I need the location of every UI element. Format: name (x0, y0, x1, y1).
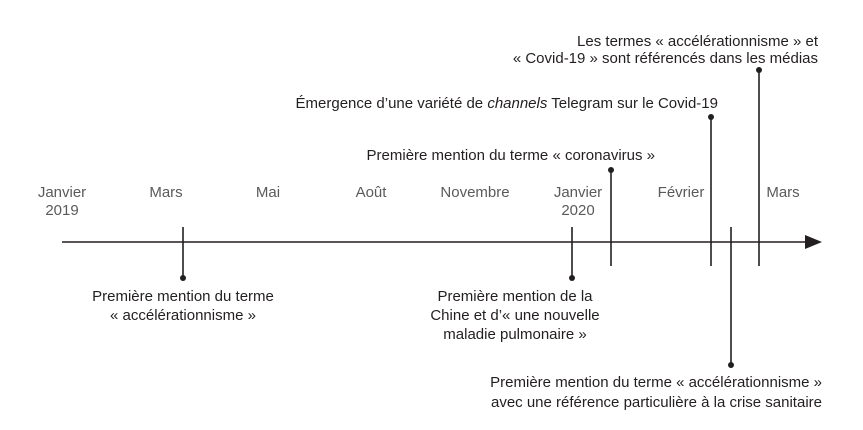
event-telegram-channels-prefix: Émergence d’une variété de (295, 95, 488, 112)
event-china-pneumonia-line3: maladie pulmonaire » (443, 326, 587, 343)
month-label-fevrier: Février (657, 184, 705, 201)
event-coronavirus-marker (608, 167, 614, 173)
month-label-novembre: Novembre (440, 184, 510, 201)
month-label-mars-2020: Mars (766, 184, 800, 201)
event-media-reference-line2: « Covid-19 » sont référencés dans les médias (512, 50, 818, 67)
event-china-pneumonia-line2: Chine et d’« une nouvelle (430, 307, 600, 324)
month-label-mars-2019: Mars (149, 184, 183, 201)
event-health-crisis-accelerationism-line1: Première mention du terme « accélérationnisme » (490, 374, 822, 391)
month-label-year-2020: 2020 (561, 202, 595, 219)
event-health-crisis-accelerationism-marker (728, 362, 734, 368)
event-media-reference-marker (756, 67, 762, 73)
month-label-aout: Août (355, 184, 387, 201)
month-label-janvier-2020: Janvier (553, 184, 603, 201)
event-first-accelerationism-line1: Première mention du terme (92, 288, 274, 305)
events-above (296, 33, 819, 266)
timeline-arrowhead (805, 235, 822, 249)
event-media-reference-line1: Les termes « accélérationnisme » et (577, 33, 818, 50)
event-coronavirus-label: Première mention du terme « coronavirus » (366, 147, 655, 164)
event-china-pneumonia-line1: Première mention de la (437, 288, 593, 305)
month-label-year-2019: 2019 (45, 202, 79, 219)
event-health-crisis-accelerationism-line2: avec une référence particulière à la crise sanitaire (490, 394, 822, 411)
event-first-accelerationism-line2: « accélérationnisme » (110, 307, 256, 324)
month-label-mai: Mai (255, 184, 281, 201)
events-below (92, 227, 822, 411)
event-telegram-channels-italic: channels (487, 95, 548, 112)
month-labels (38, 184, 800, 219)
month-label-janvier-2019: Janvier (37, 184, 87, 201)
event-telegram-channels-marker (708, 114, 714, 120)
event-china-pneumonia-marker (569, 275, 575, 281)
event-telegram-channels-suffix: Telegram sur le Covid-19 (547, 95, 718, 112)
event-first-accelerationism-marker (180, 275, 186, 281)
event-telegram-channels-label (296, 95, 718, 112)
